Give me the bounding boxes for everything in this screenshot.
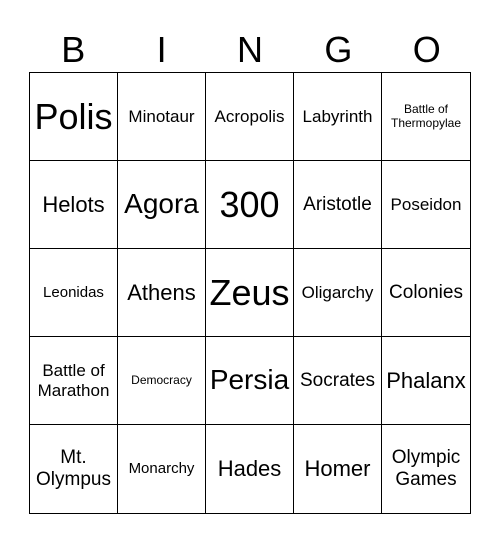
bingo-cell[interactable]: Aristotle <box>294 161 382 249</box>
header-letter-n: N <box>236 29 263 70</box>
bingo-cell[interactable]: Democracy <box>118 337 206 425</box>
bingo-cell[interactable]: Agora <box>118 161 206 249</box>
bingo-cell[interactable]: Socrates <box>294 337 382 425</box>
bingo-cell[interactable]: Polis <box>30 73 118 161</box>
bingo-cell[interactable]: Olympic Games <box>391 447 461 490</box>
bingo-cell[interactable]: Labyrinth <box>294 73 382 161</box>
bingo-cell[interactable]: Persia <box>206 337 294 425</box>
bingo-cell[interactable]: Leonidas <box>30 249 118 337</box>
bingo-cell[interactable]: Mt. Olympus <box>30 425 118 513</box>
bingo-cell[interactable]: Homer <box>294 425 382 513</box>
bingo-cell[interactable]: Minotaur <box>118 73 206 161</box>
bingo-cell[interactable]: Acropolis <box>206 73 294 161</box>
bingo-cell[interactable]: Colonies <box>382 249 470 337</box>
bingo-cell[interactable]: Oligarchy <box>294 249 382 337</box>
bingo-header <box>29 28 471 72</box>
bingo-cell[interactable]: Battle of Marathon <box>30 337 118 425</box>
bingo-cell[interactable]: 300 <box>206 161 294 249</box>
bingo-cell[interactable]: Zeus <box>206 249 294 337</box>
bingo-cell[interactable]: Helots <box>30 161 118 249</box>
bingo-cell[interactable]: Athens <box>118 249 206 337</box>
bingo-cell[interactable]: Monarchy <box>118 425 206 513</box>
header-letter-g: G <box>324 29 353 70</box>
header-letter-i: I <box>156 29 167 70</box>
header-letter-o: O <box>412 29 441 70</box>
bingo-cell[interactable]: Hades <box>206 425 294 513</box>
bingo-card-grid <box>29 72 471 514</box>
bingo-cell[interactable]: Phalanx <box>382 337 470 425</box>
header-letter-b: B <box>61 29 86 70</box>
bingo-cell[interactable]: Poseidon <box>382 161 470 249</box>
bingo-cell[interactable]: Battle of Thermopylae <box>382 73 470 161</box>
